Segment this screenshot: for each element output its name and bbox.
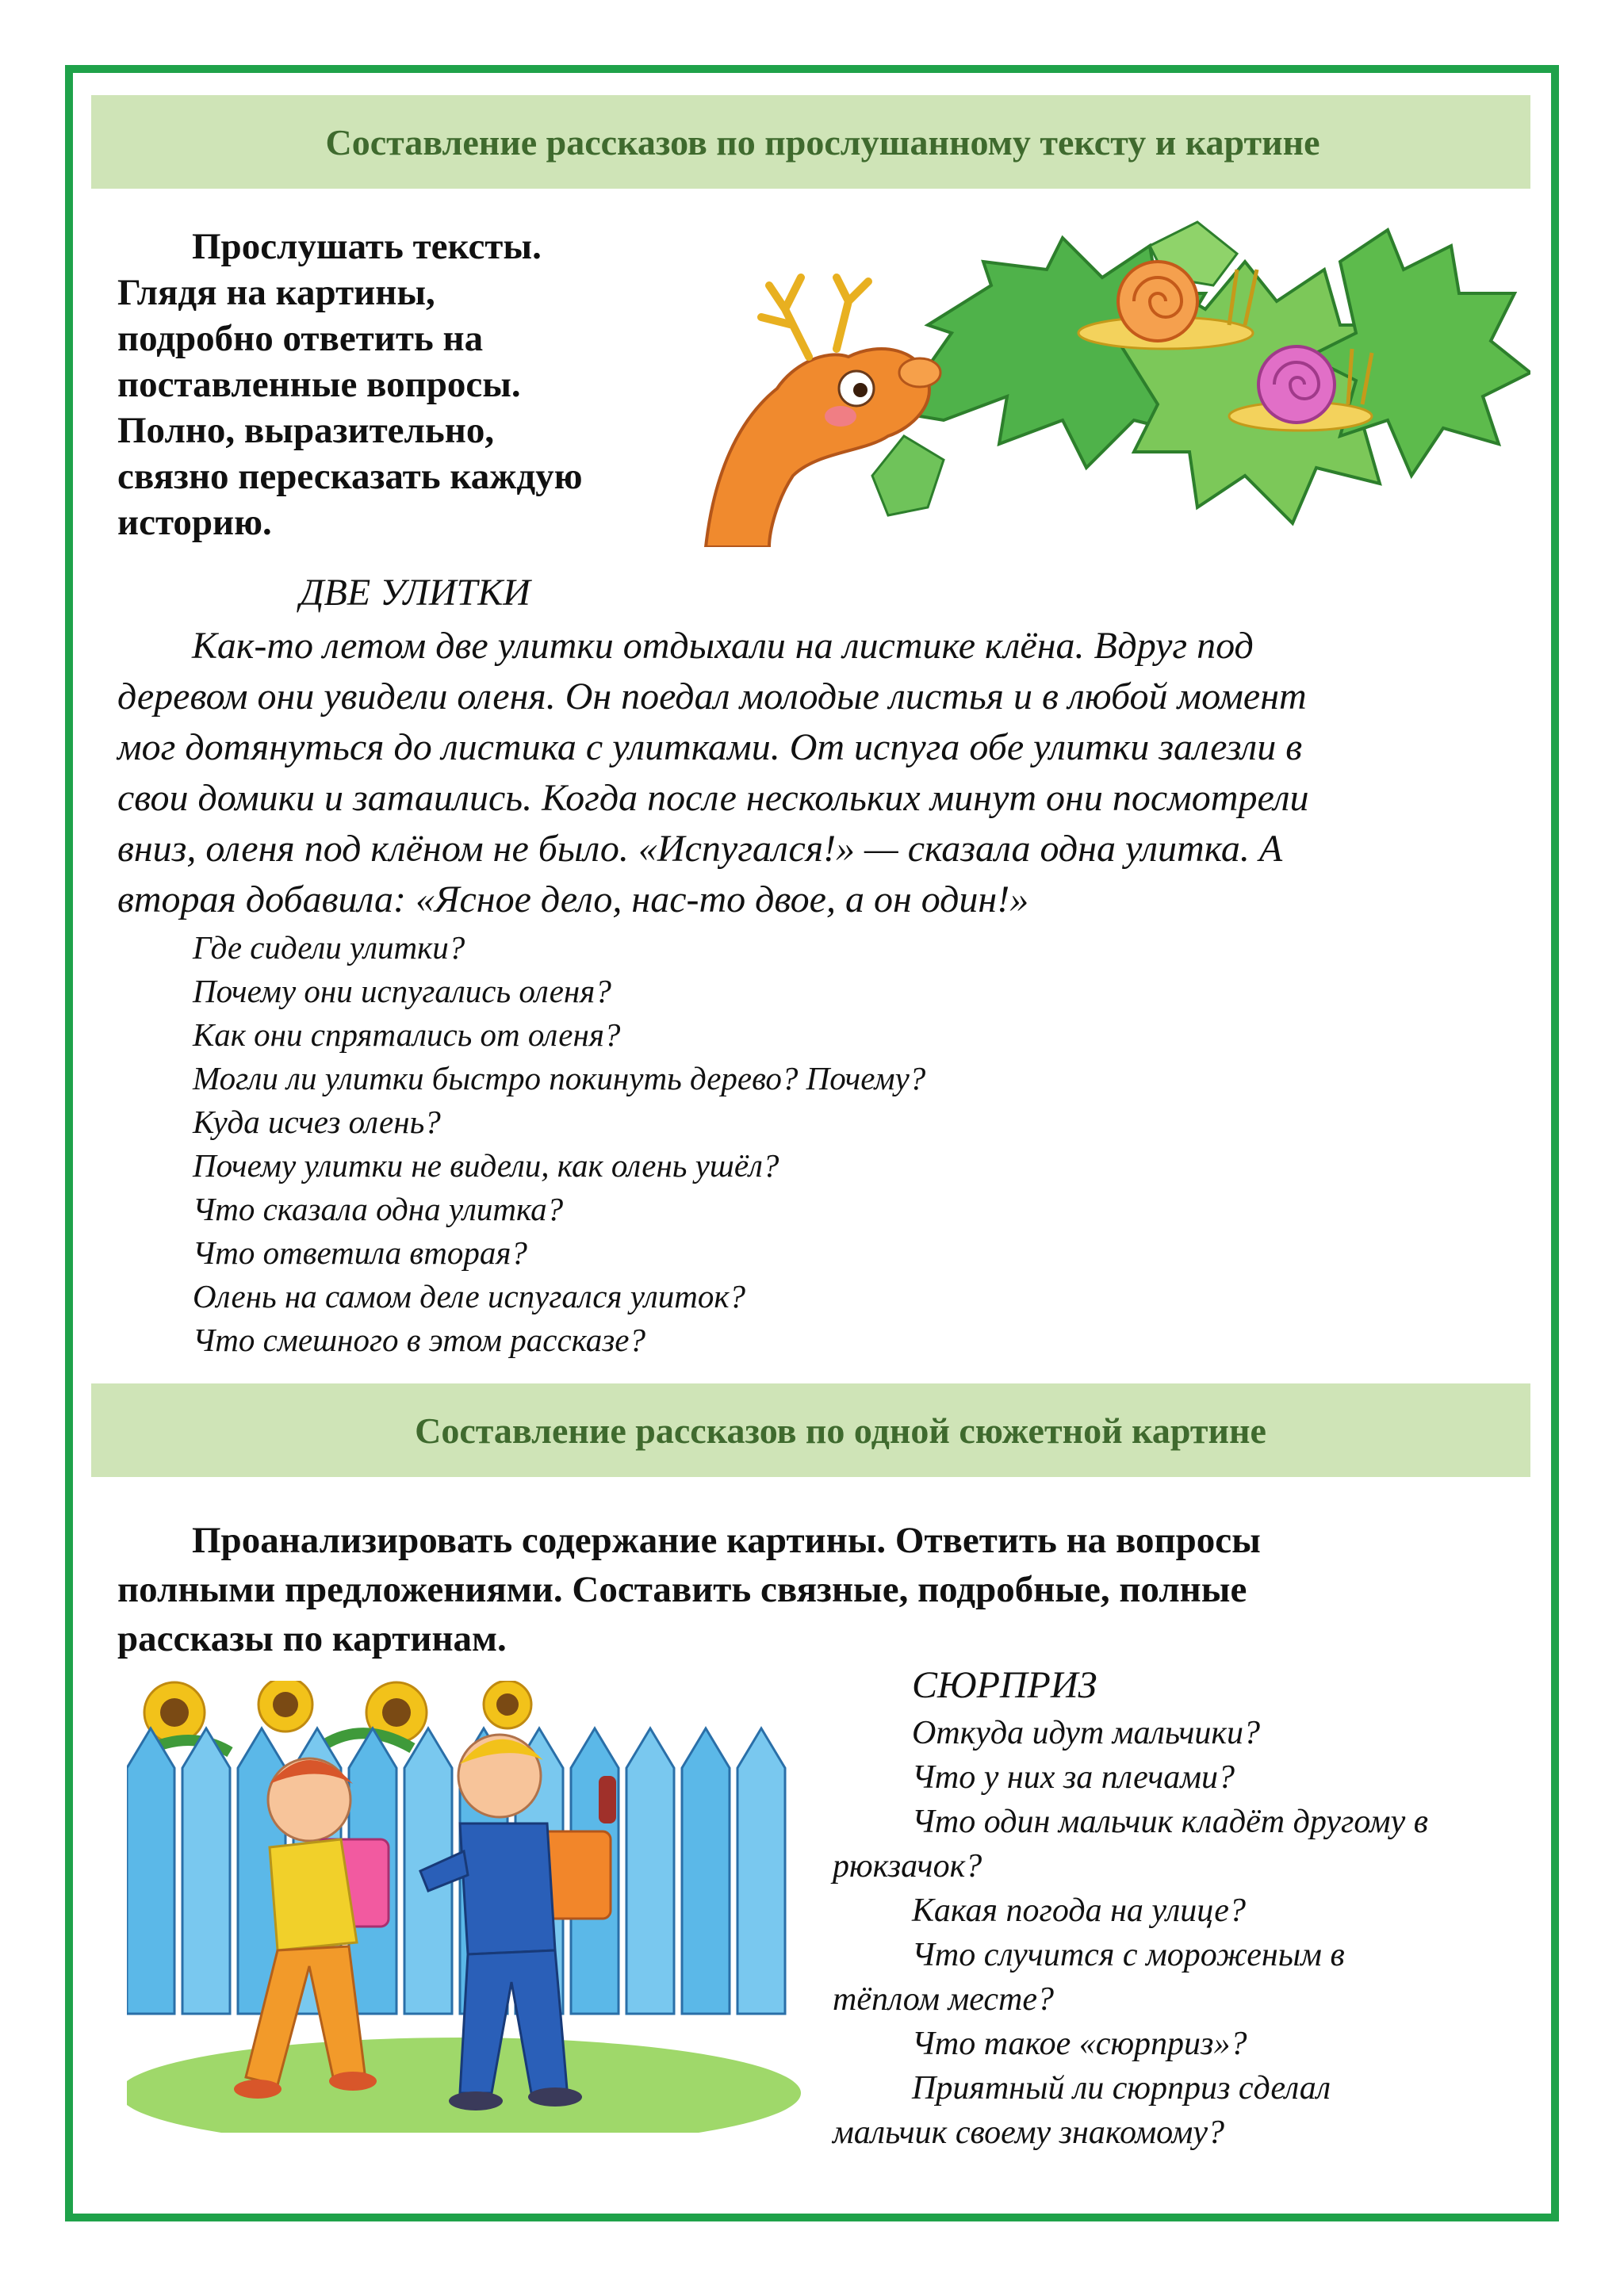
section-heading-2 bbox=[91, 1383, 1530, 1477]
question-item: Олень на самом деле испугался улиток? bbox=[193, 1278, 745, 1314]
maple-leaves bbox=[872, 222, 1530, 523]
question-line: Приятный ли сюрприз сделал bbox=[912, 2070, 1331, 2107]
questions-list-2 bbox=[833, 1711, 1530, 2155]
story-text-1 bbox=[117, 621, 1537, 925]
question-item: Как они спрятались от оленя? bbox=[193, 1016, 621, 1053]
question-item: Где сидели улитки? bbox=[193, 929, 465, 966]
story-line: свои домики и затаились. Когда после нескольких минут они посмотрели bbox=[117, 777, 1309, 819]
question-line: тёплом месте? bbox=[833, 1981, 1055, 2018]
instruction-line: подробно ответить на bbox=[117, 318, 484, 359]
story-line: вторая добавила: «Ясное дело, нас-то двое, а он один!» bbox=[117, 878, 1029, 920]
question-item: Куда исчез олень? bbox=[193, 1104, 441, 1140]
question-line: рюкзачок? bbox=[833, 1848, 982, 1885]
question-item: Почему улитки не видели, как олень ушёл? bbox=[193, 1147, 779, 1184]
question-line: Откуда идут мальчики? bbox=[912, 1715, 1261, 1751]
question-item: Что сказала одна улитка? bbox=[193, 1191, 564, 1227]
question-item: Могли ли улитки быстро покинуть дерево? Почему? bbox=[193, 1060, 926, 1096]
question-line: мальчик своему знакомому? bbox=[833, 2114, 1224, 2151]
boys-illustration bbox=[127, 1681, 809, 2133]
instruction-line: рассказы по картинам. bbox=[117, 1618, 507, 1659]
instruction-line: Прослушать тексты. bbox=[192, 226, 542, 267]
questions-list-1 bbox=[193, 926, 925, 1362]
question-line: Какая погода на улице? bbox=[912, 1892, 1246, 1929]
instruction-line: Проанализировать содержание картины. Ответить на вопросы bbox=[192, 1520, 1261, 1561]
deer-snails-illustration bbox=[690, 214, 1530, 547]
instruction-line: историю. bbox=[117, 502, 272, 543]
instruction-line: связно пересказать каждую bbox=[117, 456, 583, 497]
story-line: Как-то летом две улитки отдыхали на листике клёна. Вдруг под bbox=[192, 625, 1254, 667]
question-line: Что такое «сюрприз»? bbox=[912, 2026, 1247, 2062]
question-item: Что смешного в этом рассказе? bbox=[193, 1322, 645, 1358]
story-title-1: ДВЕ УЛИТКИ bbox=[300, 572, 530, 614]
instruction-line: Глядя на картины, bbox=[117, 272, 435, 313]
question-item: Что ответила вторая? bbox=[193, 1234, 527, 1271]
instruction-line: полными предложениями. Составить связные, подробные, полные bbox=[117, 1569, 1247, 1610]
story-line: мог дотянуться до листика с улитками. От испуга обе улитки залезли в bbox=[117, 726, 1303, 768]
ice-cream bbox=[599, 1776, 616, 1823]
question-line: Что у них за плечами? bbox=[912, 1759, 1235, 1796]
question-line: Что случится с мороженым в bbox=[912, 1937, 1345, 1973]
story-title-2: СЮРПРИЗ bbox=[912, 1664, 1097, 1706]
question-line: Что один мальчик кладёт другому в bbox=[912, 1804, 1428, 1840]
section-heading-1-text: Составление рассказов по прослушанному тексту и картине bbox=[325, 121, 1320, 163]
story-line: деревом они увидели оленя. Он поедал молодые листья и в любой момент bbox=[117, 675, 1307, 718]
section-heading-2-text: Составление рассказов по одной сюжетной картине bbox=[415, 1410, 1266, 1451]
instruction-line: поставленные вопросы. bbox=[117, 364, 521, 405]
instructions-2 bbox=[117, 1516, 1537, 1663]
question-item: Почему они испугались оленя? bbox=[193, 973, 611, 1009]
instruction-line: Полно, выразительно, bbox=[117, 410, 495, 451]
instructions-1 bbox=[117, 224, 704, 545]
section-heading-1 bbox=[91, 95, 1530, 189]
story-line: вниз, оленя под клёном не было. «Испугался!» — сказала одна улитка. А bbox=[117, 828, 1283, 870]
